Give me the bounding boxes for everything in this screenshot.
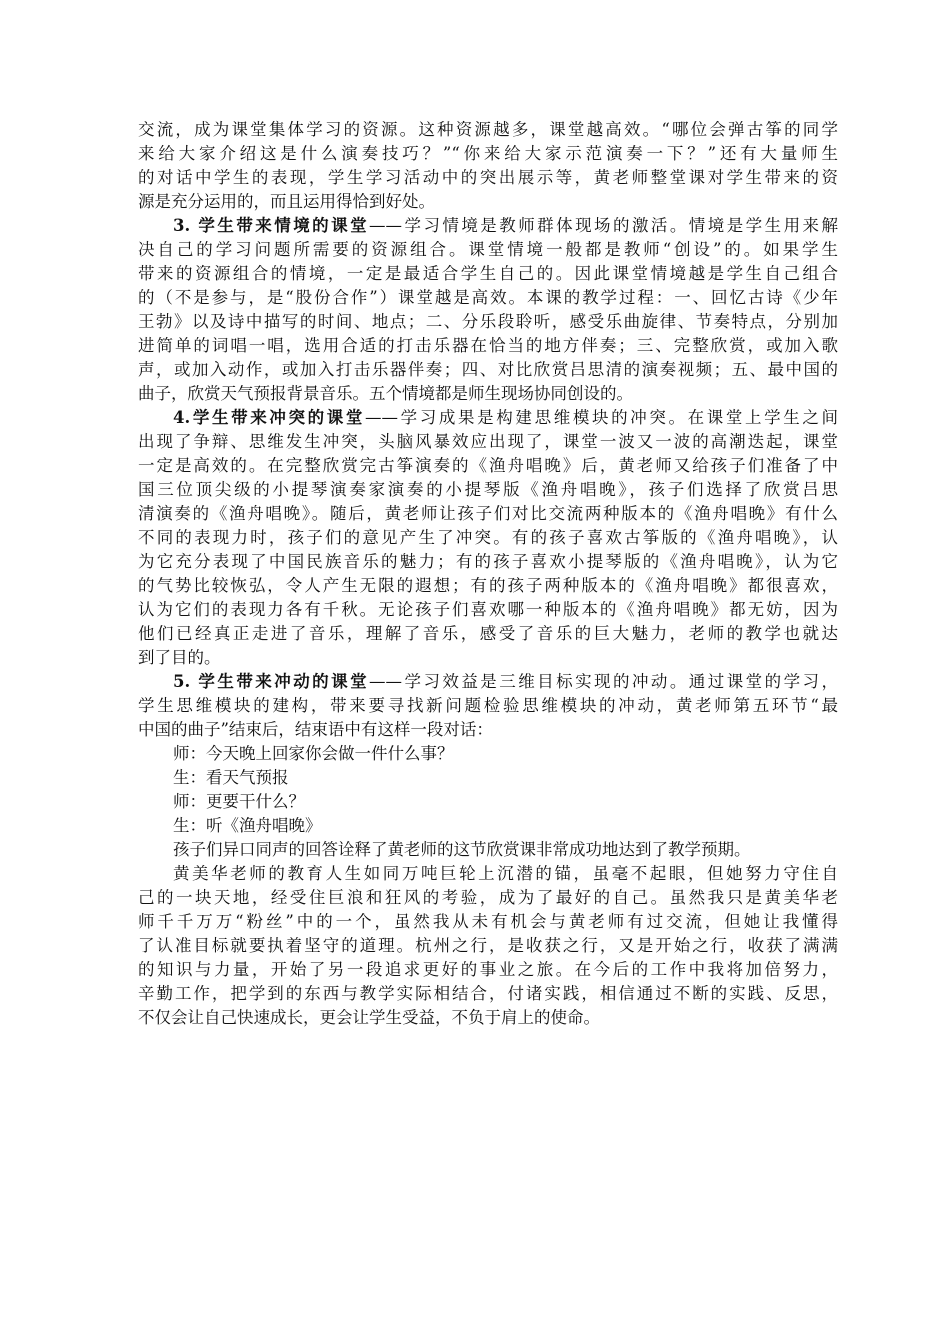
section-4-first-line bbox=[138, 406, 838, 430]
text-line: 源是充分运用的，而且运用得恰到好处。 bbox=[138, 192, 435, 211]
text-line: 一定是高效的。在完整欣赏完古筝演奏的《渔舟唱晚》后，黄老师又给孩子们准备了中 bbox=[138, 456, 838, 475]
paragraph-conclusion: 孩子们异口同声的回答诠释了黄老师的这节欣赏课非常成功地达到了教学预期。 bbox=[173, 840, 751, 859]
text-line: 的对话中学生的表现，学生学习活动中的突出展示等，黄老师整堂课对学生带来的资 bbox=[138, 168, 838, 187]
text-line: 己的一块天地，经受住巨浪和狂风的考验，成为了最好的自己。虽然我只是黄美华老 bbox=[138, 888, 838, 907]
text-line: 到了目的。 bbox=[138, 648, 221, 667]
paragraph-resources bbox=[138, 118, 838, 214]
text-line: 黄美华老师的教育人生如同万吨巨轮上沉潜的锚，虽毫不起眼，但她努力守住自 bbox=[173, 864, 838, 883]
section-4-heading: 4.学生带来冲突的课堂 bbox=[173, 408, 366, 427]
dialog-line-student: 生：看天气预报 bbox=[173, 768, 289, 787]
dialog-line-student: 生：听《渔舟唱晚》 bbox=[173, 816, 322, 835]
text-line: 决自己的学习问题所需要的资源组合。课堂情境一般都是教师“创设”的。如果学生 bbox=[138, 240, 838, 259]
text-line: 辛勤工作，把学到的东西与教学实际相结合，付诸实践，相信通过不断的实践、反思， bbox=[138, 984, 838, 1003]
text-line: 师千千万万“粉丝”中的一个，虽然我从未有机会与黄老师有过交流，但她让我懂得 bbox=[138, 912, 838, 931]
text-line: 了认准目标就要执着坚守的道理。杭州之行，是收获之行，又是开始之行，收获了满满 bbox=[138, 936, 838, 955]
text-line: 国三位顶尖级的小提琴演奏家演奏的小提琴版《渔舟唱晚》，孩子们选择了欣赏吕思 bbox=[138, 480, 838, 499]
section-5-heading: 5. 学生带来冲动的课堂 bbox=[173, 672, 370, 691]
text-line: 的知识与力量，开始了另一段追求更好的事业之旅。在今后的工作中我将加倍努力， bbox=[138, 960, 838, 979]
section-5-impulse bbox=[138, 670, 838, 742]
text-span: ——学习成果是构建思维模块的冲突。在课堂上学生之间 bbox=[365, 408, 839, 427]
text-line: 为它充分表现了中国民族音乐的魅力；有的孩子喜欢小提琴版的《渔舟唱晚》，认为它 bbox=[138, 552, 838, 571]
text-line: 王勃》以及诗中描写的时间、地点；二、分乐段聆听，感受乐曲旋律、节奏特点，分别加 bbox=[138, 312, 838, 331]
text-line: 来给大家介绍这是什么演奏技巧？”“你来给大家示范演奏一下？”还有大量师生 bbox=[138, 144, 838, 163]
text-line: 出现了争辩、思维发生冲突，头脑风暴效应出现了，课堂一波又一波的高潮迭起，课堂 bbox=[138, 432, 838, 451]
section-3-first-line bbox=[138, 214, 838, 238]
text-line: 不同的表现力时，孩子们的意见产生了冲突。有的孩子喜欢古筝版的《渔舟唱晚》，认 bbox=[138, 528, 838, 547]
text-line: 中国的曲子”结束后，结束语中有这样一段对话： bbox=[138, 720, 493, 739]
text-line: 的气势比较恢弘，令人产生无限的遐想；有的孩子两种版本的《渔舟唱晚》都很喜欢， bbox=[138, 576, 838, 595]
text-span: ——学习情境是教师群体现场的激活。情境是学生用来解 bbox=[369, 216, 838, 235]
paragraph-reflection bbox=[138, 862, 838, 1030]
section-4-conflict bbox=[138, 406, 838, 670]
text-line: 认为它们的表现力各有千秋。无论孩子们喜欢哪一种版本的《渔舟唱晚》都无妨，因为 bbox=[138, 600, 838, 619]
text-line: 他们已经真正走进了音乐，理解了音乐，感受了音乐的巨大魅力，老师的教学也就达 bbox=[138, 624, 838, 643]
text-span: ——学习效益是三维目标实现的冲动。通过课堂的学习， bbox=[369, 672, 838, 691]
document-body bbox=[138, 118, 838, 1030]
text-line: 清演奏的《渔舟唱晚》。随后，黄老师让孩子们对比交流两种版本的《渔舟唱晚》有什么 bbox=[138, 504, 838, 523]
text-line: 的（不是参与，是“股份合作”）课堂越是高效。本课的教学过程：一、回忆古诗《少年 bbox=[138, 288, 838, 307]
dialog-block bbox=[138, 742, 838, 838]
section-3-situation bbox=[138, 214, 838, 406]
text-line: 不仅会让自己快速成长，更会让学生受益，不负于肩上的使命。 bbox=[138, 1008, 600, 1027]
dialog-line-teacher: 师：今天晚上回家你会做一件什么事？ bbox=[173, 744, 454, 763]
text-line: 进简单的词唱一唱，选用合适的打击乐器在恰当的地方伴奏；三、完整欣赏，或加入歌 bbox=[138, 336, 838, 355]
text-line: 声，或加入动作，或加入打击乐器伴奏；四、对比欣赏吕思清的演奏视频；五、最中国的 bbox=[138, 360, 838, 379]
dialog-line-teacher: 师：更要干什么？ bbox=[173, 792, 305, 811]
section-5-first-line bbox=[138, 670, 838, 694]
section-3-heading: 3. 学生带来情境的课堂 bbox=[173, 216, 370, 235]
text-line: 曲子，欣赏天气预报背景音乐。五个情境都是师生现场协同创设的。 bbox=[138, 384, 633, 403]
text-line: 带来的资源组合的情境，一定是最适合学生自己的。因此课堂情境越是学生自己组合 bbox=[138, 264, 838, 283]
text-line: 学生思维模块的建构，带来要寻找新问题检验思维模块的冲动，黄老师第五环节“最 bbox=[138, 696, 838, 715]
text-line: 交流，成为课堂集体学习的资源。这种资源越多，课堂越高效。“哪位会弹古筝的同学 bbox=[138, 120, 838, 139]
